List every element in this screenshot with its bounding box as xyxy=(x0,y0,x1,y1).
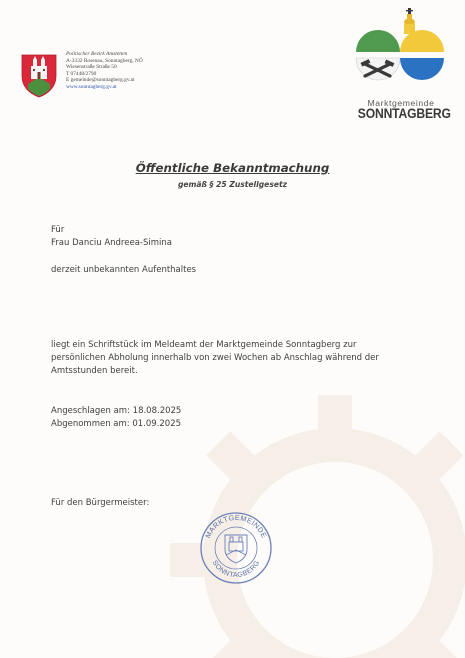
whereabouts-text: derzeit unbekannten Aufenthaltes xyxy=(51,265,197,275)
email-line: E gemeinde@sonntagberg.gv.at xyxy=(66,77,135,84)
seal-bottom-text: SONNTAGBERG xyxy=(210,559,262,580)
phone-line: T 07448/2790 xyxy=(66,70,97,77)
svg-text:MARKTGEMEINDE xyxy=(203,513,269,540)
notice-title: Öffentliche Bekanntmachung xyxy=(135,161,330,175)
coat-of-arms-icon xyxy=(20,52,58,98)
removed-date: Abgenommen am: 01.09.2025 xyxy=(51,419,182,429)
postal-line: A-3332 Rosenau, Sonntagberg, NÖ xyxy=(66,57,143,64)
district-line: Politischer Bezirk Amstetten xyxy=(66,51,128,57)
logo-line-marktgemeinde: Marktgemeinde xyxy=(367,98,435,108)
street-line: Wiesenstraße Straße 50 xyxy=(66,64,117,71)
body-line-2: persönlichen Abholung innerhalb von zwei Wochen ab Anschlag während der xyxy=(51,353,379,363)
posted-date: Angeschlagen am: 18.08.2025 xyxy=(51,406,182,416)
seal-top-text: MARKTGEMEINDE xyxy=(203,512,269,540)
body-line-1: liegt ein Schriftstück im Meldeamt der Marktgemeinde Sonntagberg zur xyxy=(51,340,357,350)
seal-crest-icon xyxy=(225,535,247,563)
for-label: Für xyxy=(51,225,65,235)
body-line-3: Amtsstunden bereit. xyxy=(51,366,138,376)
official-seal-stamp xyxy=(198,511,274,585)
website-link[interactable]: www.sonntagberg.gv.at xyxy=(66,83,117,90)
municipality-address-block xyxy=(66,51,143,91)
signoff-label: Für den Bürgermeister: xyxy=(51,498,150,508)
municipality-logo-icon xyxy=(352,8,448,98)
recipient-name: Frau Danciu Andreea-Simina xyxy=(51,238,172,248)
logo-line-sonntagberg: SONNTAGBERG xyxy=(357,106,451,121)
notice-subtitle: gemäß § 25 Zustellgesetz xyxy=(177,180,288,189)
